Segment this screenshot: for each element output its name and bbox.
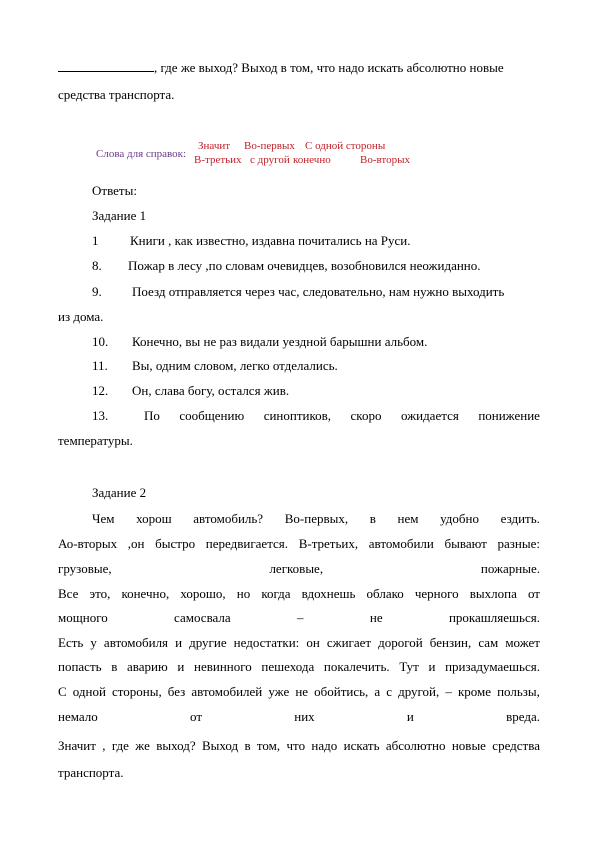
word: пожарные. bbox=[480, 561, 540, 576]
word: вреда. bbox=[506, 709, 540, 724]
word: Есть bbox=[58, 635, 84, 650]
word: же bbox=[135, 738, 150, 753]
word: скоро bbox=[350, 408, 382, 423]
word: Значит bbox=[58, 738, 96, 753]
paragraph-last-line: транспорта. bbox=[58, 765, 124, 780]
word: пешехода bbox=[261, 659, 315, 674]
word: недостатки: bbox=[233, 635, 300, 650]
item-text: Книги , как известно, издавна почитались на Руси. bbox=[130, 233, 411, 248]
word: пользы, bbox=[497, 684, 540, 699]
paragraph-line bbox=[58, 561, 540, 577]
word: и bbox=[406, 709, 414, 724]
item-number: 8. bbox=[92, 258, 102, 273]
word: немало bbox=[58, 709, 98, 724]
paragraph-line bbox=[92, 511, 540, 527]
item-number: 1 bbox=[92, 233, 99, 248]
word: автомобилей bbox=[191, 684, 263, 699]
word: может bbox=[505, 635, 540, 650]
word: быстро bbox=[155, 536, 196, 551]
word: одной bbox=[72, 684, 106, 699]
word: Все bbox=[58, 586, 79, 601]
word: в bbox=[111, 659, 118, 674]
word: автомобиля bbox=[103, 635, 169, 650]
word: конечно, bbox=[121, 586, 170, 601]
word: но bbox=[236, 586, 251, 601]
word: грузовые, bbox=[58, 561, 112, 576]
item-text: Пожар в лесу ,по словам очевидцев, возобновился неожиданно. bbox=[128, 258, 481, 273]
word: ездить. bbox=[500, 511, 540, 526]
paragraph-line bbox=[58, 635, 540, 651]
word: выход? bbox=[156, 738, 196, 753]
item-text-justified bbox=[144, 408, 540, 424]
word: от bbox=[189, 709, 202, 724]
reference-word: Во-вторых bbox=[360, 154, 410, 166]
word: том, bbox=[256, 738, 281, 753]
word: он bbox=[306, 635, 320, 650]
reference-word: С одной стороны bbox=[305, 140, 386, 152]
word: средства bbox=[492, 738, 540, 753]
item-number: 11. bbox=[92, 358, 108, 373]
task1-title: Задание 1 bbox=[92, 208, 147, 223]
list-item-continuation: температуры. bbox=[58, 433, 133, 448]
word: автомобили bbox=[368, 536, 434, 551]
list-item bbox=[92, 233, 540, 249]
reference-word: Значит bbox=[198, 140, 231, 152]
intro-line-2: средства транспорта. bbox=[58, 87, 175, 102]
word: покалечить. bbox=[323, 659, 390, 674]
word: – bbox=[297, 610, 304, 625]
word: Тут bbox=[399, 659, 419, 674]
word: это, bbox=[89, 586, 111, 601]
word: в bbox=[369, 511, 376, 526]
word: без bbox=[167, 684, 186, 699]
item-text: Вы, одним словом, легко отделались. bbox=[132, 358, 338, 373]
word: хорош bbox=[136, 511, 172, 526]
word: нем bbox=[397, 511, 419, 526]
word: ,он bbox=[127, 536, 145, 551]
word: не bbox=[369, 610, 383, 625]
word: дорогой bbox=[378, 635, 423, 650]
list-item bbox=[92, 358, 540, 374]
list-item bbox=[92, 258, 540, 274]
item-text: Конечно, вы не раз видали уездной барышни альбом. bbox=[132, 334, 428, 349]
word: уже bbox=[268, 684, 290, 699]
item-text: Он, слава богу, остался жив. bbox=[132, 383, 290, 398]
reference-word: с другой bbox=[250, 154, 290, 166]
paragraph-line bbox=[58, 536, 540, 552]
word: Выход bbox=[201, 738, 239, 753]
item-number: 12. bbox=[92, 383, 109, 398]
word: искать bbox=[343, 738, 380, 753]
word: Ао-вторых bbox=[58, 536, 118, 551]
reference-label: Слова для справок: bbox=[96, 148, 187, 160]
word: обойтись, bbox=[314, 684, 369, 699]
word: передвигается. bbox=[205, 536, 289, 551]
word: ожидается bbox=[400, 408, 459, 423]
list-item-continuation: из дома. bbox=[58, 309, 104, 324]
word: бензин, bbox=[429, 635, 472, 650]
word: другие bbox=[189, 635, 227, 650]
word: вдохнешь bbox=[301, 586, 356, 601]
word: попасть bbox=[58, 659, 102, 674]
intro-line-1 bbox=[58, 60, 540, 76]
word: – bbox=[445, 684, 452, 699]
task2-title: Задание 2 bbox=[92, 485, 147, 500]
word: а bbox=[374, 684, 381, 699]
word: , bbox=[102, 738, 106, 753]
reference-word: конечно bbox=[293, 154, 331, 166]
paragraph-line bbox=[58, 610, 540, 626]
word: синоптиков, bbox=[263, 408, 332, 423]
word: кроме bbox=[457, 684, 492, 699]
paragraph-line bbox=[58, 684, 540, 700]
word: абсолютно bbox=[385, 738, 446, 753]
list-item bbox=[92, 284, 540, 300]
word: них bbox=[294, 709, 315, 724]
word: сообщению bbox=[179, 408, 245, 423]
word: удобно bbox=[440, 511, 479, 526]
word: призадумаешься. bbox=[445, 659, 540, 674]
word: и bbox=[428, 659, 436, 674]
reference-word: В-третьих bbox=[194, 154, 242, 166]
word: с bbox=[386, 684, 393, 699]
word: что bbox=[286, 738, 306, 753]
word: разные: bbox=[497, 536, 540, 551]
word: автомобиль? bbox=[193, 511, 264, 526]
intro-text-1: , где же выход? Выход в том, что надо искать абсолютно новые bbox=[154, 60, 504, 75]
word: в bbox=[244, 738, 251, 753]
item-number: 9. bbox=[92, 284, 102, 299]
word: облако bbox=[366, 586, 404, 601]
word: когда bbox=[261, 586, 291, 601]
fill-in-blank bbox=[58, 60, 154, 72]
word: выхлопа bbox=[469, 586, 517, 601]
word: стороны, bbox=[111, 684, 162, 699]
word: невинного bbox=[194, 659, 252, 674]
word: надо bbox=[311, 738, 338, 753]
word: В-третьих, bbox=[298, 536, 359, 551]
word: прокашляешься. bbox=[448, 610, 540, 625]
word: аварию bbox=[127, 659, 168, 674]
item-number: 13. bbox=[92, 408, 109, 423]
word: от bbox=[527, 586, 540, 601]
word: легковые, bbox=[269, 561, 324, 576]
word: сам bbox=[478, 635, 499, 650]
word: По bbox=[144, 408, 160, 423]
word: Во-первых, bbox=[284, 511, 349, 526]
word: самосвала bbox=[174, 610, 231, 625]
paragraph-line bbox=[58, 709, 540, 725]
word: хорошо, bbox=[180, 586, 226, 601]
word: черного bbox=[414, 586, 459, 601]
word: где bbox=[111, 738, 129, 753]
paragraph-line bbox=[58, 659, 540, 675]
item-text: Поезд отправляется через час, следовательно, нам нужно выходить bbox=[132, 284, 505, 299]
word: и bbox=[177, 659, 185, 674]
list-item bbox=[92, 334, 540, 350]
list-item bbox=[92, 383, 540, 399]
word: другой, bbox=[398, 684, 440, 699]
word: С bbox=[58, 684, 67, 699]
item-number: 10. bbox=[92, 334, 109, 349]
paragraph-line bbox=[58, 738, 540, 754]
paragraph-line bbox=[58, 586, 540, 602]
word: новые bbox=[451, 738, 486, 753]
reference-word: Во-первых bbox=[244, 140, 295, 152]
word: бывают bbox=[444, 536, 487, 551]
answers-heading: Ответы: bbox=[92, 183, 137, 198]
word: не bbox=[295, 684, 309, 699]
word: Чем bbox=[92, 511, 115, 526]
word: у bbox=[90, 635, 97, 650]
word: сжигает bbox=[326, 635, 372, 650]
word: и bbox=[175, 635, 183, 650]
word: мощного bbox=[58, 610, 108, 625]
word: понижение bbox=[478, 408, 540, 423]
list-item bbox=[92, 408, 540, 424]
